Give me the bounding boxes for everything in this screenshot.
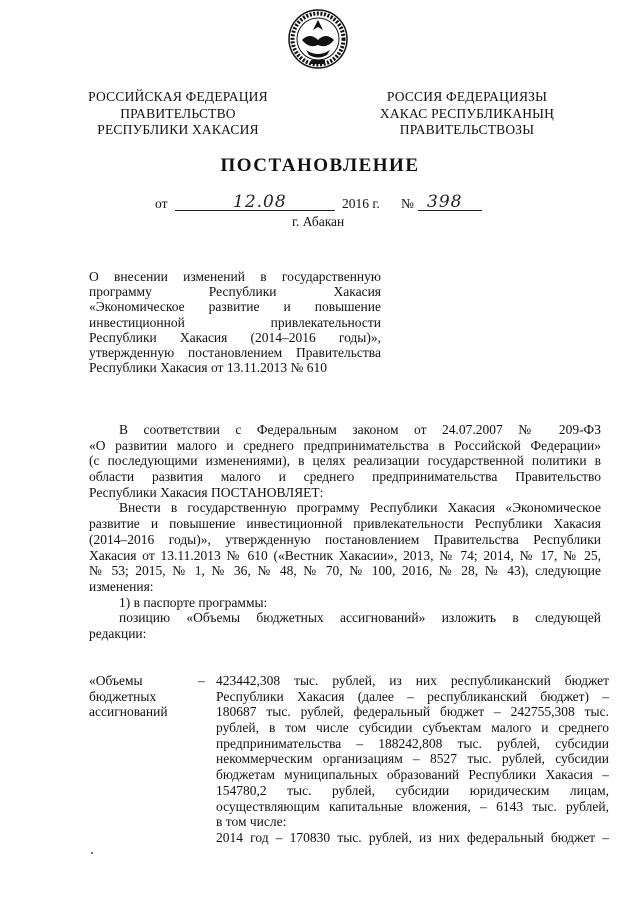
subject-line: инвестиционной привлекательности <box>89 314 381 330</box>
position-text-line: бюджетам муниципальных образований Республики Хакасия – <box>216 767 609 783</box>
body-line: изменения: <box>89 578 154 594</box>
document-title: ПОСТАНОВЛЕНИЕ <box>220 155 420 176</box>
position-text-line: рублей, в том числе субсидии субъектам малого и среднего <box>216 720 609 736</box>
subject-line: О внесении изменений в государственную <box>89 269 381 284</box>
header-left-line-1: РОССИЙСКАЯ ФЕДЕРАЦИЯ <box>88 89 268 104</box>
body-line: области развития малого и среднего предпринимательства Правительство <box>89 469 601 485</box>
subject-line: программу Республики Хакасия <box>89 284 381 300</box>
handwritten-number: 398 <box>427 192 463 212</box>
position-text-line: некоммерческим организациям – 8527 тыс. рублей, субсидии <box>216 751 609 767</box>
body-line: Внести в государственную программу Республики Хакасия «Экономическое <box>119 500 601 516</box>
position-label <box>89 673 168 720</box>
position-text <box>216 673 609 846</box>
header-left-line-2: ПРАВИТЕЛЬСТВО <box>120 105 236 121</box>
header-right-line-3: ПРАВИТЕЛЬСТВОЗЫ <box>399 122 535 137</box>
body-line: № 53; 2015, № 1, № 36, № 48, № 70, № 100, 2016, № 28, № 43), следующие <box>89 563 601 579</box>
city: г. Абакан <box>292 214 345 229</box>
body-line: (с последующими изменениями), в целях реализации государственной политики в <box>89 453 601 469</box>
coat-of-arms-emblem <box>287 8 349 70</box>
header-right <box>372 89 562 139</box>
date-year: 2016 г. <box>342 196 380 211</box>
position-text-line: в том числе: <box>216 814 287 830</box>
position-text-line: 423442,308 тыс. рублей, из них республиканский бюджет <box>216 673 609 688</box>
date-line <box>155 192 495 214</box>
body-line: позицию «Объемы бюджетных ассигнований» изложить в следующей <box>119 610 601 626</box>
number-sign: № <box>401 196 414 211</box>
position-text-line: 180687 тыс. рублей, федеральный бюджет – 242755,308 тыс. <box>216 704 609 720</box>
header-right-line-2: ХАКАС РЕСПУБЛИКАНЫҢ <box>379 105 555 121</box>
position-label-line: ассигнований <box>89 704 168 720</box>
position-label-line: «Объемы <box>89 673 143 688</box>
body-line: редакции: <box>89 625 147 641</box>
position-text-line: Республики Хакасия (далее – республиканский бюджет) – <box>216 688 609 704</box>
body-line: Хакасия от 13.11.2013 № 610 («Вестник Хакасии», 2013, № 74; 2014, № 17, № 25, <box>89 547 601 563</box>
header-left-line-3: РЕСПУБЛИКИ ХАКАСИЯ <box>97 122 259 137</box>
body-line: 1) в паспорте программы: <box>119 594 268 610</box>
position-text-line: 2014 год – 170830 тыс. рублей, из них федеральный бюджет – <box>216 829 609 845</box>
subject-line: «Экономическое развитие и повышение <box>89 299 381 315</box>
body-line: В соответствии с Федеральным законом от 24.07.2007 № 209-ФЗ <box>119 422 601 437</box>
position-text-line: 154780,2 тыс. рублей, субсидии юридическим лицам, <box>216 782 609 798</box>
scan-dot <box>91 852 93 854</box>
handwritten-date: 12.08 <box>233 192 287 212</box>
date-prefix: от <box>155 196 168 211</box>
position-text-line: осуществляющим капитальные вложения, – 6143 тыс. рублей, <box>216 798 609 814</box>
body-line: «О развитии малого и среднего предпринимательства в Российской Федерации» <box>89 437 601 453</box>
header-right-line-1: РОССИЯ ФЕДЕРАЦИЯЗЫ <box>386 89 548 104</box>
body-line: Республики Хакасия ПОСТАНОВЛЯЕТ: <box>89 484 324 500</box>
document-body <box>89 422 601 642</box>
position-dash: – <box>198 673 205 688</box>
body-line: развитие и повышение инвестиционной привлекательности Республики Хакасия <box>89 516 601 532</box>
subject-line: Республики Хакасия от 13.11.2013 № 610 <box>89 360 327 376</box>
subject-line: утвержденную постановлением Правительства <box>89 345 381 361</box>
position-label-line: бюджетных <box>89 688 157 704</box>
body-line: (2014–2016 годы)», утвержденную постановлением Правительства Республики <box>89 531 601 547</box>
position-text-line: предпринимательства – 188242,808 тыс. рублей, субсидии <box>216 735 609 751</box>
subject-line: Республики Хакасия (2014–2016 годы)», <box>89 329 381 345</box>
header-left <box>78 89 278 139</box>
document-subject <box>89 269 381 375</box>
